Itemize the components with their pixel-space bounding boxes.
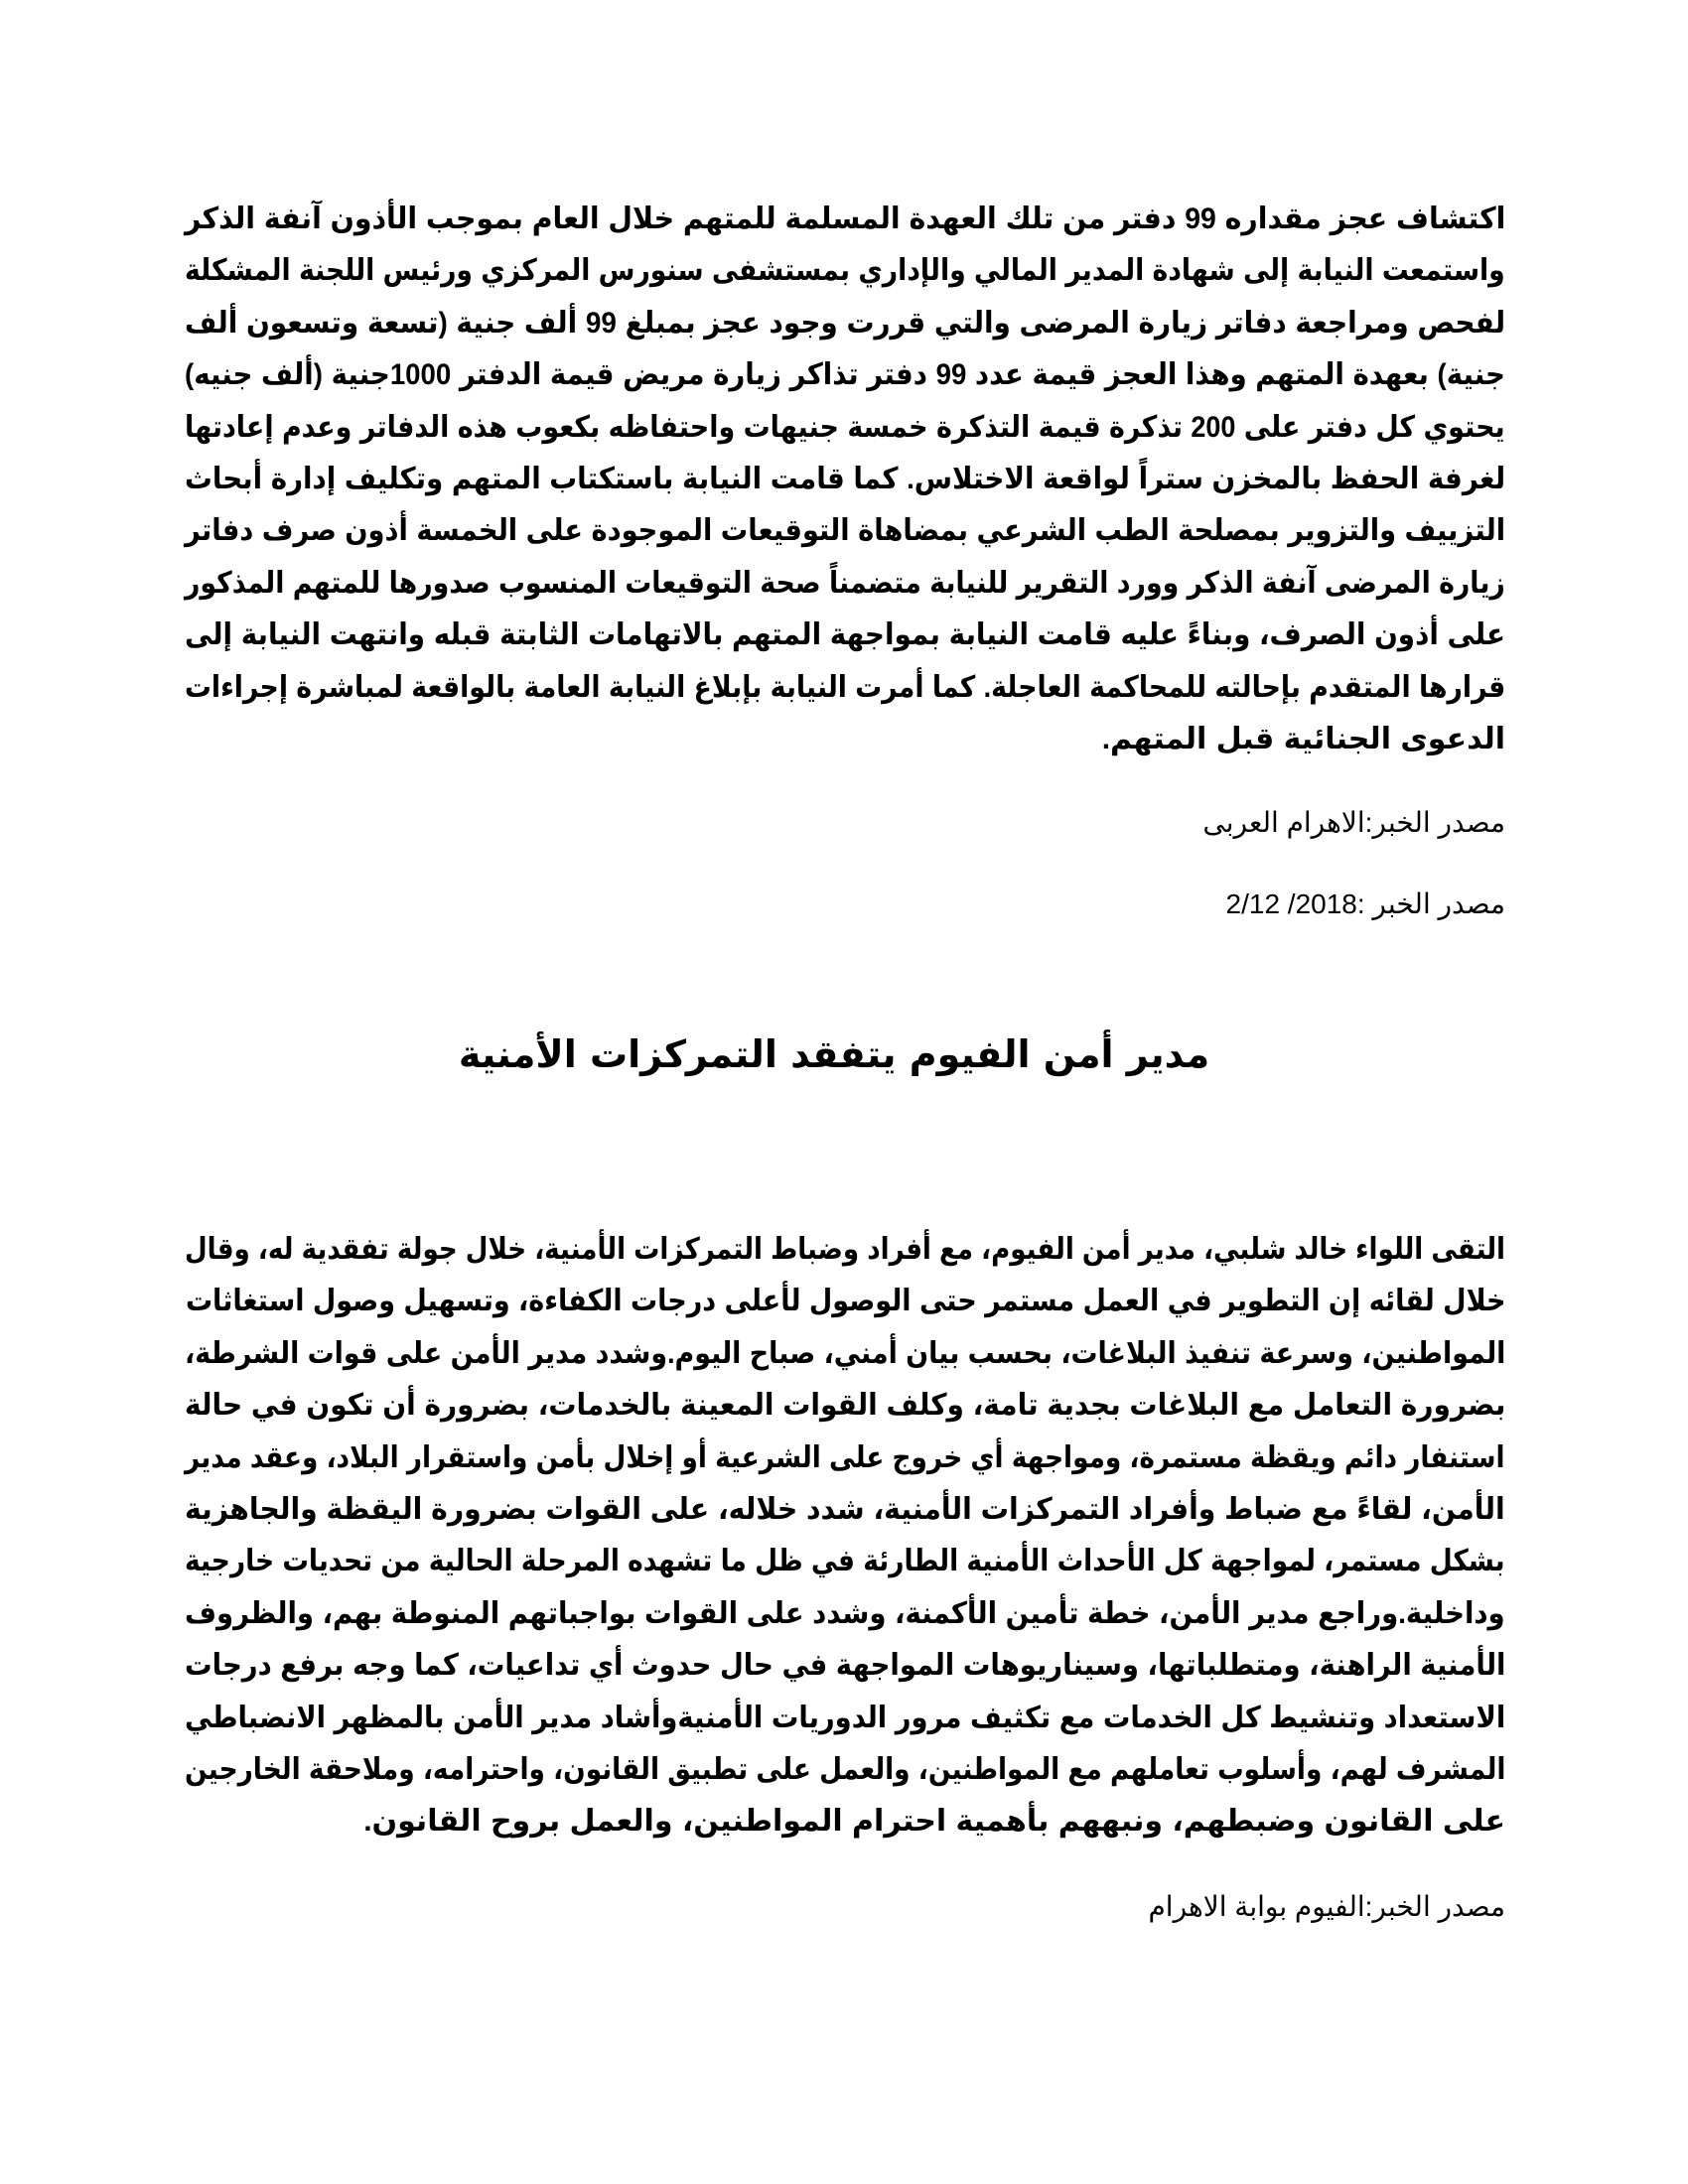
article1-line: زيارة المرضى آنفة الذكر وورد التقرير للنيابة متضمناً صحة التوقيعات المنسوب صدورها للمتهم المذكور xyxy=(185,566,1505,600)
article1-line: الدعوى الجنائية قبل المتهم. xyxy=(1101,722,1505,755)
article2-headline xyxy=(0,1032,1688,1076)
article2-line: المواطنين، وسرعة تنفيذ البلاغات، بحسب بيان أمني، صباح اليوم.وشدد مدير الأمن على قوات الشرطة، xyxy=(184,1336,1505,1370)
article2-line: على القانون وضبطهم، ونبههم بأهمية احترام المواطنين، والعمل بروح القانون. xyxy=(363,1805,1505,1839)
article1-source: مصدر الخبر:الاهرام العربى xyxy=(1202,807,1505,838)
article2-headline-text: مدير أمن الفيوم يتفقد التمركزات الأمنية xyxy=(458,1032,1210,1076)
article1-line: جنية) بعهدة المتهم وهذا العجز قيمة عدد 99 دفتر تذاكر زيارة مريض قيمة الدفتر 1000جنية (ألف جنيه) xyxy=(185,358,1505,392)
article1-line: لغرفة الحفظ بالمخزن ستراً لواقعة الاختلاس. كما قامت النيابة باستكتاب المتهم وتكليف إدارة أبحاث xyxy=(184,462,1505,495)
article2-line: وداخلية.وراجع مدير الأمن، خطة تأمين الأكمنة، وشدد على القوات بواجباتهم المنوطة بهم، والظروف xyxy=(185,1596,1505,1630)
article1-line: واستمعت النيابة إلى شهادة المدير المالي والإداري بمستشفى سنورس المركزي ورئيس اللجنة المشكلة xyxy=(185,254,1505,288)
article2-line: التقى اللواء خالد شلبي، مدير أمن الفيوم، مع أفراد وضباط التمركزات الأمنية، خلال جولة تفقدية له، وقال xyxy=(184,1233,1505,1266)
article2-line: بضرورة التعامل مع البلاغات بجدية تامة، وكلف القوات المعينة بالخدمات، بضرورة أن تكون في حالة xyxy=(184,1389,1505,1423)
article1-line: التزييف والتزوير بمصلحة الطب الشرعي بمضاهاة التوقيعات الموجودة على الخمسة أذون صرف دفاتر xyxy=(184,514,1505,548)
article2-line: خلال لقائه إن التطوير في العمل مستمر حتى الوصول لأعلى درجات الكفاءة، وتسهيل وصول استغاثات xyxy=(185,1285,1505,1318)
article2-line: الاستعداد وتنشيط كل الخدمات مع تكثيف مرور الدوريات الأمنيةوأشاد مدير الأمن بالمظهر الانضباطي xyxy=(184,1701,1505,1734)
article1-line: اكتشاف عجز مقداره 99 دفتر من تلك العهدة المسلمة للمتهم خلال العام بموجب الأذون آنفة الذكر xyxy=(184,203,1505,235)
article1-date: مصدر الخبر :2018/ 2/12 xyxy=(1225,888,1505,919)
article1-line: على أذون الصرف، وبناءً عليه قامت النيابة بمواجهة المتهم بالاتهامات الثابتة قبله وانتهت النيابة إلى xyxy=(185,618,1505,652)
article1-line: قرارها المتقدم بإحالته للمحاكمة العاجلة. كما أمرت النيابة بإبلاغ النيابة العامة بالواقعة لمباشرة إجراءات xyxy=(184,670,1505,704)
article2-line: بشكل مستمر، لمواجهة كل الأحداث الأمنية الطارئة في ظل ما تشهده المرحلة الحالية من تحديات خارجية xyxy=(185,1545,1505,1578)
article1-line: لفحص ومراجعة دفاتر زيارة المرضى والتي قررت وجود عجز بمبلغ 99 ألف جنية (تسعة وتسعون ألف xyxy=(184,306,1505,340)
article2-line: الأمنية الراهنة، ومتطلباتها، وسيناريوهات المواجهة في حال حدوث أي تداعيات، كما وجه برفع درجات xyxy=(184,1649,1505,1683)
article2-source: مصدر الخبر:الفيوم بوابة الاهرام xyxy=(1148,1891,1505,1922)
article2-line: الأمن، لقاءً مع ضباط وأفراد التمركزات الأمنية، شدد خلاله، على القوات بضرورة اليقظة والجاهزية xyxy=(185,1492,1505,1526)
article2-body xyxy=(185,1224,1505,1848)
article2-line: المشرف لهم، وأسلوب تعاملهم مع المواطنين، والعمل على تطبيق القانون، واحترامه، وملاحقة الخارجين xyxy=(184,1752,1505,1786)
article1-body xyxy=(185,194,1505,765)
article1-line: يحتوي كل دفتر على 200 تذكرة قيمة التذكرة خمسة جنيهات واحتفاظه بكعوب هذه الدفاتر وعدم إعادتها xyxy=(185,410,1505,444)
article2-line: استنفار دائم ويقظة مستمرة، ومواجهة أي خروج على الشرعية أو إخلال بأمن واستقرار البلاد، وعقد مدير xyxy=(185,1440,1505,1474)
